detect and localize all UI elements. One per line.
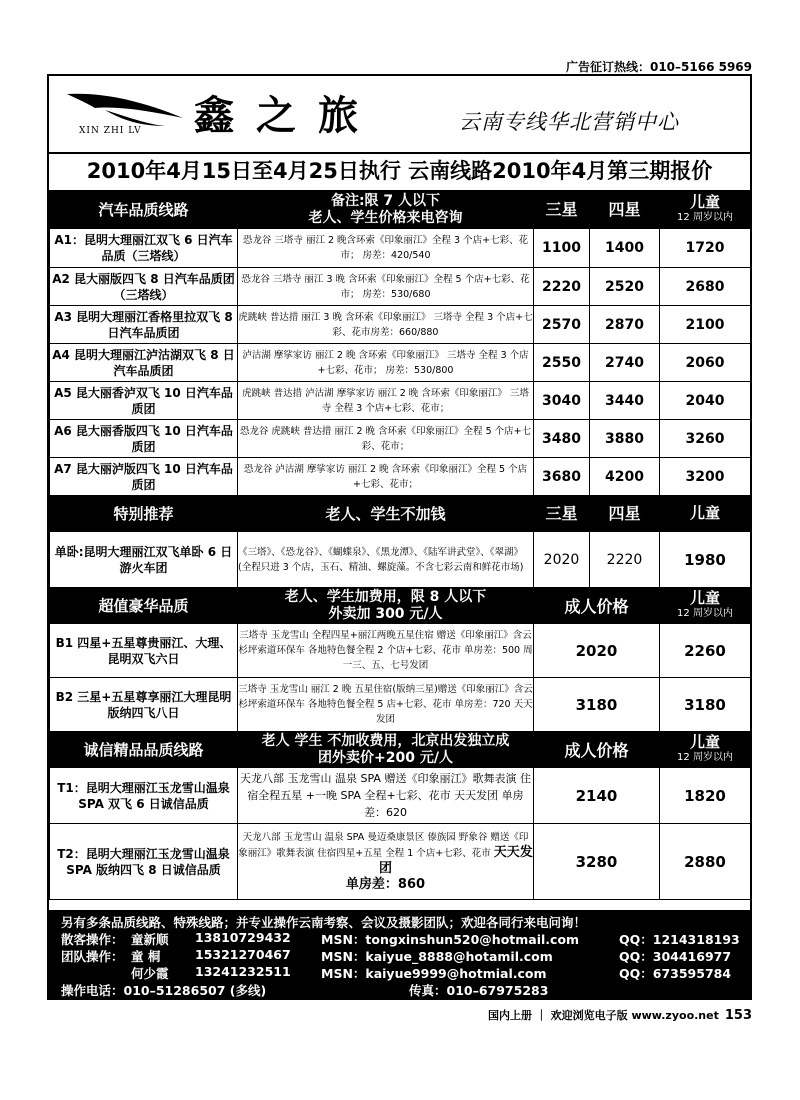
section-header-luxury xyxy=(50,588,751,624)
col-three-star: 三星 xyxy=(534,191,590,229)
table-row xyxy=(50,344,751,382)
col-four-star: 四星 xyxy=(590,496,660,532)
route-name: A7 昆大丽泸版四飞 10 日汽车品质团 xyxy=(50,458,238,496)
price-child: 2260 xyxy=(660,624,751,678)
contact-phone: 13241232511 xyxy=(195,964,291,979)
col-child: 儿童 12 周岁以内 xyxy=(660,732,751,768)
route-name: A1：昆明大理丽江双飞 6 日汽车品质（三塔线） xyxy=(50,229,238,268)
route-name: A6 昆大丽香版四飞 10 日汽车品质团 xyxy=(50,420,238,458)
route-name: B2 三星+五星尊享丽江大理昆明版纳四飞八日 xyxy=(50,678,238,732)
col-child: 儿童 12 周岁以内 xyxy=(660,191,751,229)
route-desc: 《三塔》、《恐龙谷》、《蝴蝶泉》、《黑龙潭》、《陆军讲武堂》、《翠湖》(全程只进 3 个店，玉石、精油、螺旋藻。不含七彩云南和鲜花市场) xyxy=(238,532,534,588)
contact-phone: 15321270467 xyxy=(195,947,291,962)
table-row xyxy=(50,382,751,420)
section-note: 老人 学生 不加收费用，北京出发独立成 团外卖价+200 元/人 xyxy=(238,732,534,768)
col-adult: 成人价格 xyxy=(534,732,660,768)
price-three-star: 3040 xyxy=(534,382,590,420)
section-note: 老人、学生不加钱 xyxy=(238,496,534,532)
section-header-special xyxy=(50,496,751,532)
section-header-car xyxy=(50,191,751,229)
price-three-star: 3480 xyxy=(534,420,590,458)
route-desc: 天龙八部 玉龙雪山 温泉 SPA 赠送《印象丽江》歌舞表演 住宿全程五星 +一晚 SPA 全程+七彩、花市 天天发团 单房差：620 xyxy=(238,768,534,824)
brand-name: 鑫之旅 xyxy=(194,92,380,139)
price-child: 2100 xyxy=(660,306,751,344)
price-three-star: 2570 xyxy=(534,306,590,344)
page-footer xyxy=(488,1007,752,1023)
price-child: 1820 xyxy=(660,768,751,824)
fax-number: 传真：010–67975283 xyxy=(409,983,549,998)
price-child: 2060 xyxy=(660,344,751,382)
route-desc: 恐龙谷 三塔寺 丽江 2 晚含环索《印象丽江》全程 3 个店+七彩、花市； 房差：420/540 xyxy=(238,229,534,268)
footer-intro: 另有多条品质线路、特殊线路；并专业操作云南考察、会议及摄影团队；欢迎各同行来电问询！ xyxy=(61,915,587,930)
col-four-star: 四星 xyxy=(590,191,660,229)
page-footer-text: 国内上册 ｜ 欢迎浏览电子版 www.zyoo.net xyxy=(487,1009,719,1022)
contact-qq: QQ：304416977 xyxy=(619,949,732,964)
route-name: A2 昆大丽版四飞 8 日汽车品质团 （三塔线） xyxy=(50,268,238,306)
brand-slogan: 云南专线华北营销中心 xyxy=(459,110,679,134)
contact-role: 团队操作： xyxy=(61,949,124,964)
route-desc: 三塔寺 玉龙雪山 丽江 2 晚 五星住宿(版纳三星)赠送《印象丽江》含云杉坪索道环保车 各地特色餐全程 5 店+七彩、花市 单房差：720 天天发团 xyxy=(238,678,534,732)
contact-phone: 13810729432 xyxy=(195,930,291,945)
table-row xyxy=(50,824,751,900)
price-table xyxy=(49,190,751,900)
page-number: 153 xyxy=(724,1008,752,1023)
table-row xyxy=(50,306,751,344)
section-title: 汽车品质线路 xyxy=(50,191,238,229)
price-three-star: 3680 xyxy=(534,458,590,496)
price-adult: 2020 xyxy=(534,624,660,678)
ad-hotline: 广告征订热线：010–5166 5969 xyxy=(565,60,752,74)
price-three-star: 2220 xyxy=(534,268,590,306)
price-child: 2680 xyxy=(660,268,751,306)
ops-phone: 操作电话：010–51286507 (多线) xyxy=(61,983,267,998)
section-title: 特别推荐 xyxy=(50,496,238,532)
contact-name: 童新顺 xyxy=(131,932,169,947)
col-adult: 成人价格 xyxy=(534,588,660,624)
price-four-star: 4200 xyxy=(590,458,660,496)
table-row xyxy=(50,420,751,458)
contact-role: 散客操作： xyxy=(61,932,124,947)
price-three-star: 1100 xyxy=(534,229,590,268)
price-four-star: 3440 xyxy=(590,382,660,420)
bird-logo-icon xyxy=(65,88,185,128)
contact-name: 童 桐 xyxy=(131,949,161,964)
logo-banner xyxy=(49,76,750,154)
price-child: 1720 xyxy=(660,229,751,268)
table-row xyxy=(50,458,751,496)
route-desc: 恐龙谷 泸沽湖 摩挲家访 丽江 2 晚 含环索《印象丽江》全程 5 个店+七彩、花市； xyxy=(238,458,534,496)
price-child: 2880 xyxy=(660,824,751,900)
price-sheet xyxy=(47,74,752,1000)
price-four-star: 2520 xyxy=(590,268,660,306)
price-child: 3260 xyxy=(660,420,751,458)
contact-name: 何少霞 xyxy=(131,966,169,981)
price-adult: 3280 xyxy=(534,824,660,900)
route-name: A4 昆明大理丽江泸沽湖双飞 8 日汽车品质团 xyxy=(50,344,238,382)
route-name: B1 四星+五星尊贵丽江、大理、昆明双飞六日 xyxy=(50,624,238,678)
table-row xyxy=(50,268,751,306)
price-child: 2040 xyxy=(660,382,751,420)
price-four-star: 3880 xyxy=(590,420,660,458)
section-header-integrity xyxy=(50,732,751,768)
brand-pinyin: XIN ZHI LV xyxy=(79,126,142,136)
price-four-star: 2870 xyxy=(590,306,660,344)
route-desc: 天龙八部 玉龙雪山 温泉 SPA 曼迈桑康景区 傣族园 野象谷 赠送《印象丽江》歌舞表演 住宿四星+五星 全程 1 个店+七彩、花市 天天发团 单房差：860 xyxy=(238,824,534,900)
schedule-label: 天天发团 xyxy=(378,845,533,876)
section-title: 诚信精品品质线路 xyxy=(50,732,238,768)
contact-msn: MSN：kaiyue9999@hotmial.com xyxy=(321,966,547,981)
price-three-star: 2020 xyxy=(534,532,590,588)
room-diff: 单房差：860 xyxy=(345,877,426,892)
contact-footer xyxy=(49,910,750,998)
table-row xyxy=(50,229,751,268)
contact-qq: QQ：1214318193 xyxy=(619,932,740,947)
price-child: 1980 xyxy=(660,532,751,588)
price-child: 3180 xyxy=(660,678,751,732)
route-desc: 恐龙谷 三塔寺 丽江 3 晚 含环索《印象丽江》全程 5 个店+七彩、花市； 房差：530/680 xyxy=(238,268,534,306)
price-four-star: 2740 xyxy=(590,344,660,382)
route-desc: 泸沽湖 摩挲家访 丽江 2 晚 含环索《印象丽江》 三塔寺 全程 3 个店+七彩、花市； 房差：530/800 xyxy=(238,344,534,382)
page-title: 2010年4月15日至4月25日执行 云南线路2010年4月第三期报价 xyxy=(49,152,750,192)
table-row xyxy=(50,678,751,732)
table-row xyxy=(50,532,751,588)
table-row xyxy=(50,768,751,824)
section-note: 老人、学生加费用，限 8 人以下 外卖加 300 元/人 xyxy=(238,588,534,624)
route-name: T1：昆明大理丽江玉龙雪山温泉 SPA 双飞 6 日诚信品质 xyxy=(50,768,238,824)
price-child: 3200 xyxy=(660,458,751,496)
price-adult: 3180 xyxy=(534,678,660,732)
route-name: 单卧:昆明大理丽江双飞单卧 6 日游火车团 xyxy=(50,532,238,588)
price-adult: 2140 xyxy=(534,768,660,824)
route-desc: 三塔寺 玉龙雪山 全程四星+丽江两晚五星住宿 赠送《印象丽江》含云杉坪索道环保车 各地特色餐全程 2 个店+七彩、花市 单房差：500 周一三、五、七号发团 xyxy=(238,624,534,678)
section-title: 超值豪华品质 xyxy=(50,588,238,624)
contact-msn: MSN：kaiyue_8888@hotamil.com xyxy=(321,949,553,964)
section-note: 备注:限 7 人以下 老人、学生价格来电咨询 xyxy=(238,191,534,229)
route-desc: 虎跳峡 普达措 泸沽湖 摩挲家访 丽江 2 晚 含环索《印象丽江》 三塔寺 全程 3 个店+七彩、花市； xyxy=(238,382,534,420)
route-desc: 虎跳峡 普达措 丽江 3 晚 含环索《印象丽江》 三塔寺 全程 3 个店+七彩、花市房差：660/880 xyxy=(238,306,534,344)
price-three-star: 2550 xyxy=(534,344,590,382)
contact-qq: QQ：673595784 xyxy=(619,966,732,981)
route-desc: 恐龙谷 虎跳峡 普达措 丽江 2 晚 含环索《印象丽江》全程 5 个店+七彩、花市； xyxy=(238,420,534,458)
route-name: T2：昆明大理丽江玉龙雪山温泉 SPA 版纳四飞 8 日诚信品质 xyxy=(50,824,238,900)
route-name: A3 昆明大理丽江香格里拉双飞 8 日汽车品质团 xyxy=(50,306,238,344)
route-name: A5 昆大丽香泸双飞 10 日汽车品质团 xyxy=(50,382,238,420)
contact-msn: MSN：tongxinshun520@hotmail.com xyxy=(321,932,580,947)
price-four-star: 1400 xyxy=(590,229,660,268)
col-child: 儿童 12 周岁以内 xyxy=(660,588,751,624)
table-row xyxy=(50,624,751,678)
col-child: 儿童 xyxy=(660,496,751,532)
price-four-star: 2220 xyxy=(590,532,660,588)
col-three-star: 三星 xyxy=(534,496,590,532)
